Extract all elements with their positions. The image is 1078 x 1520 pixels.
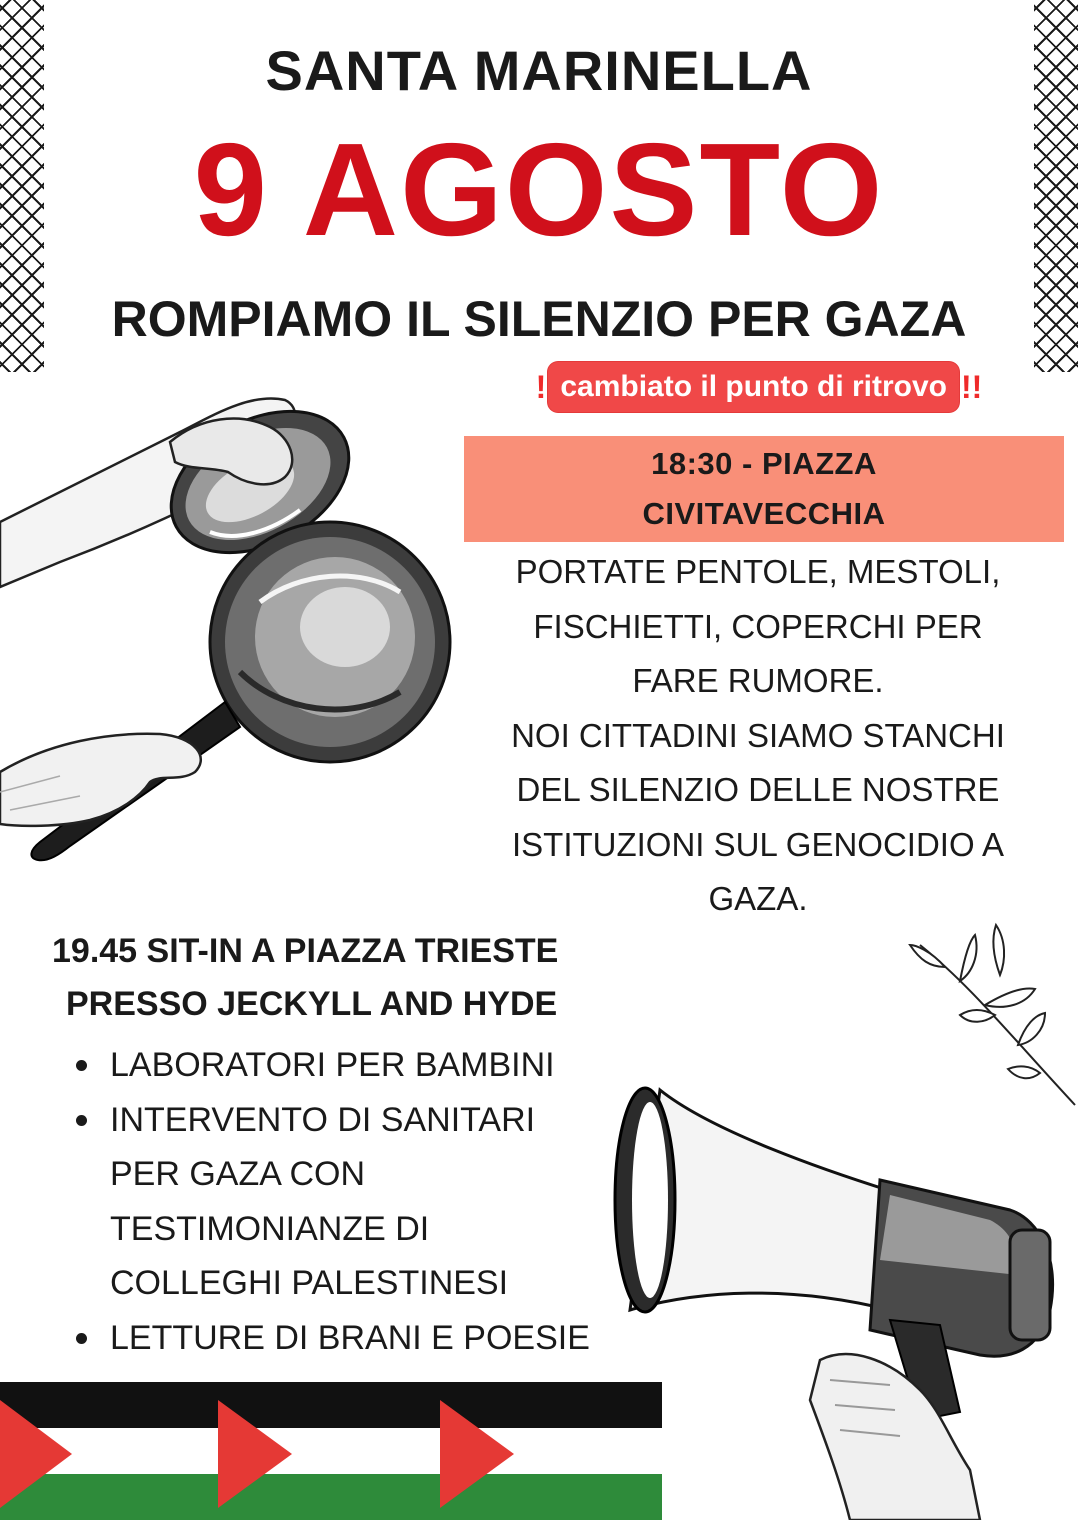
activities-list (70, 1038, 630, 1365)
keffiyeh-border-right (1034, 0, 1078, 372)
sitin-heading (52, 925, 652, 1031)
flag-green-band (0, 1474, 662, 1520)
description-line: ISTITUZIONI SUL GENOCIDIO A (511, 825, 1004, 863)
description-line: FARE RUMORE. (632, 662, 884, 699)
event-description (468, 545, 1048, 927)
header-panel (44, 0, 1034, 372)
sitin-line-2: PRESSO JECKYLL AND HYDE (66, 985, 558, 1023)
change-notice (486, 362, 1032, 412)
exclamation-mark: ! (535, 368, 547, 405)
event-date: 9 AGOSTO (193, 116, 885, 263)
frying-pot (210, 522, 450, 762)
description-line: PORTATE PENTOLE, MESTOLI, (515, 553, 1001, 590)
palestine-flags-strip (0, 1382, 662, 1520)
description-line: NOI CITTADINI SIAMO STANCHI (511, 716, 1005, 754)
handle-hand (0, 734, 201, 826)
flag-black-band (0, 1382, 662, 1428)
megaphone-illustration (590, 1060, 1078, 1520)
keffiyeh-border-left (0, 0, 44, 372)
meeting-time-line: 18:30 - PIAZZA (651, 446, 877, 481)
list-item: LETTURE DI BRANI E POESIE (70, 1311, 630, 1366)
slogan: ROMPIAMO IL SILENZIO PER GAZA (111, 291, 967, 347)
meeting-box (464, 436, 1064, 542)
town-title: SANTA MARINELLA (265, 39, 813, 102)
list-item: INTERVENTO DI SANITARI PER GAZA CON TESTIMONIANZE DI COLLEGHI PALESTINESI (70, 1093, 630, 1311)
description-line: FISCHIETTI, COPERCHI PER (533, 607, 983, 645)
pots-and-hands-illustration (0, 372, 470, 872)
list-item: LABORATORI PER BAMBINI (70, 1038, 630, 1093)
sitin-line-1: 19.45 SIT-IN A PIAZZA TRIESTE (52, 932, 559, 970)
change-notice-label: cambiato il punto di ritrovo (548, 362, 959, 412)
flag-white-band (0, 1428, 662, 1474)
description-line: GAZA. (708, 880, 808, 917)
meeting-place-line: CIVITAVECCHIA (642, 496, 886, 531)
double-exclamation-mark: !! (961, 368, 983, 405)
description-line: DEL SILENZIO DELLE NOSTRE (516, 771, 1000, 808)
